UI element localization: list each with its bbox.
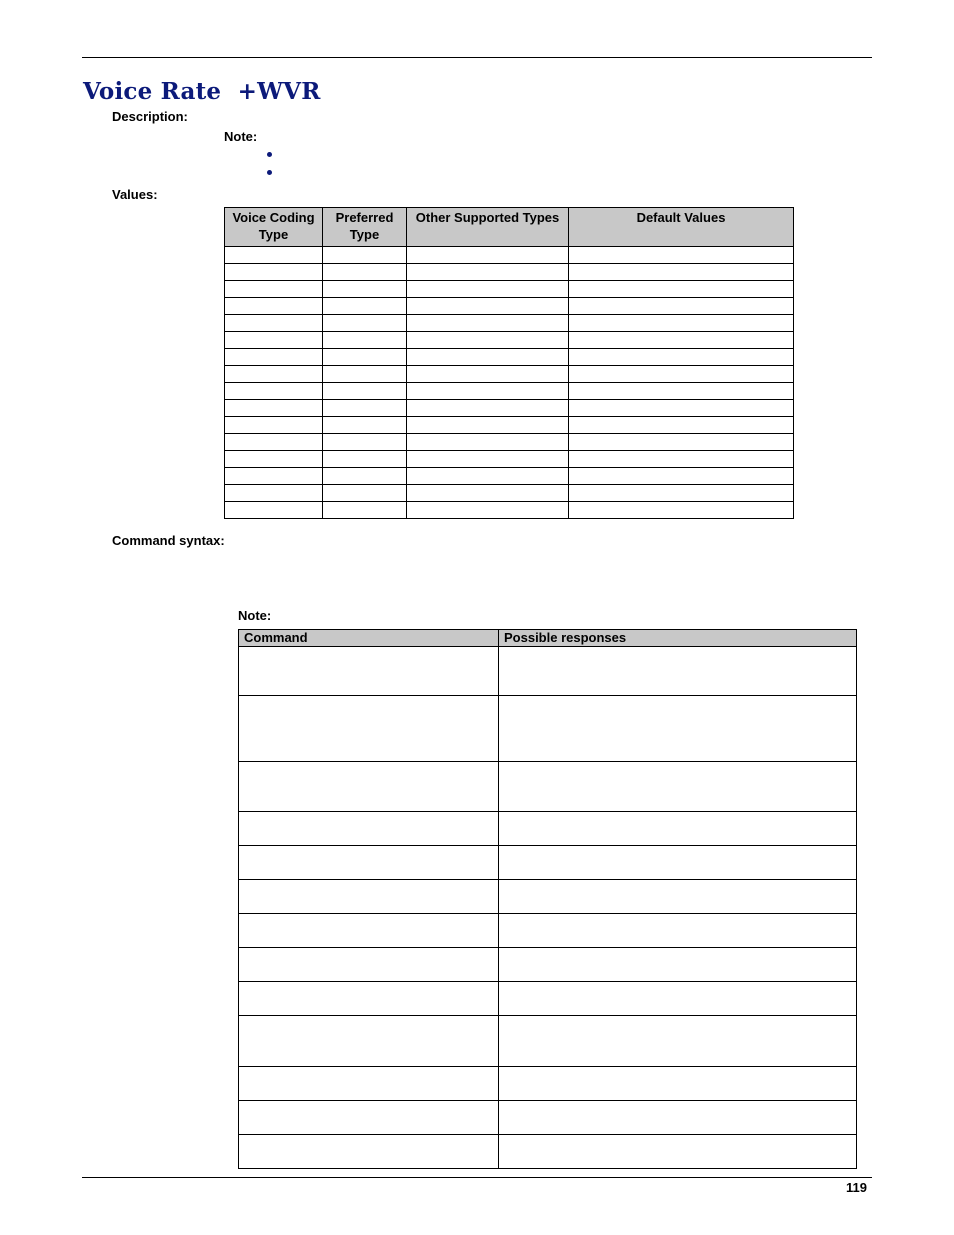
command-cell [239, 696, 499, 762]
table-cell [225, 281, 323, 298]
table-cell [323, 298, 407, 315]
table-row [225, 383, 794, 400]
response-cell [499, 647, 857, 696]
table-cell [569, 247, 794, 264]
column-header-preferred-type: Preferred Type [323, 208, 407, 247]
command-table-header-row [239, 630, 857, 647]
table-row [239, 696, 857, 762]
table-cell [225, 349, 323, 366]
command-table [238, 629, 857, 1169]
response-cell [499, 1016, 857, 1067]
table-cell [569, 298, 794, 315]
table-cell [407, 281, 569, 298]
response-cell [499, 880, 857, 914]
column-header-default-values: Default Values [569, 208, 794, 247]
table-cell [407, 383, 569, 400]
table-cell [407, 366, 569, 383]
table-cell [569, 468, 794, 485]
table-cell [407, 400, 569, 417]
table-cell [407, 485, 569, 502]
response-cell [499, 762, 857, 812]
command-syntax-label: Command syntax: [112, 533, 225, 548]
command-cell [239, 762, 499, 812]
response-cell [499, 982, 857, 1016]
table-cell [323, 281, 407, 298]
table-row [239, 914, 857, 948]
table-cell [323, 502, 407, 519]
table-cell [569, 485, 794, 502]
table-cell [569, 417, 794, 434]
table-row [239, 1101, 857, 1135]
table-cell [323, 315, 407, 332]
table-row [239, 948, 857, 982]
table-row [225, 281, 794, 298]
header-rule [82, 57, 872, 58]
command-cell [239, 1016, 499, 1067]
column-header-voice-coding-type: Voice Coding Type [225, 208, 323, 247]
table-row [239, 762, 857, 812]
note-label-2: Note: [238, 608, 272, 623]
table-cell [225, 366, 323, 383]
command-cell [239, 1135, 499, 1169]
table-cell [407, 417, 569, 434]
table-cell [323, 349, 407, 366]
page-title: Voice Rate +WVR [83, 78, 321, 105]
table-cell [323, 366, 407, 383]
command-cell [239, 914, 499, 948]
table-cell [407, 298, 569, 315]
table-row [225, 451, 794, 468]
table-cell [225, 383, 323, 400]
response-cell [499, 812, 857, 846]
table-cell [225, 434, 323, 451]
table-row [225, 434, 794, 451]
values-table [224, 207, 794, 519]
table-cell [569, 502, 794, 519]
table-row [225, 485, 794, 502]
table-cell [407, 332, 569, 349]
table-cell [407, 434, 569, 451]
table-cell [225, 298, 323, 315]
table-cell [569, 366, 794, 383]
values-label: Values: [112, 187, 158, 202]
table-cell [323, 247, 407, 264]
table-row [239, 1016, 857, 1067]
table-cell [225, 247, 323, 264]
table-row [225, 417, 794, 434]
table-cell [569, 281, 794, 298]
table-cell [225, 264, 323, 281]
response-cell [499, 1135, 857, 1169]
table-cell [225, 315, 323, 332]
table-cell [569, 264, 794, 281]
table-cell [407, 468, 569, 485]
table-cell [225, 485, 323, 502]
note-label: Note: [224, 129, 258, 144]
response-cell [499, 696, 857, 762]
page-number: 119 [846, 1180, 867, 1195]
table-cell [225, 502, 323, 519]
table-cell [323, 485, 407, 502]
response-cell [499, 948, 857, 982]
table-cell [225, 468, 323, 485]
table-row [239, 1067, 857, 1101]
table-cell [323, 468, 407, 485]
table-row [225, 315, 794, 332]
table-cell [407, 264, 569, 281]
table-cell [323, 264, 407, 281]
table-cell [323, 332, 407, 349]
table-cell [569, 315, 794, 332]
table-cell [323, 400, 407, 417]
table-cell [569, 451, 794, 468]
bullet-icon [267, 152, 272, 157]
table-cell [407, 451, 569, 468]
table-cell [225, 400, 323, 417]
table-row [225, 366, 794, 383]
table-cell [569, 332, 794, 349]
table-row [239, 846, 857, 880]
table-cell [407, 315, 569, 332]
command-cell [239, 880, 499, 914]
table-cell [569, 434, 794, 451]
command-cell [239, 1067, 499, 1101]
values-table-header-row [225, 208, 794, 247]
table-cell [225, 417, 323, 434]
column-header-command: Command [239, 630, 499, 647]
table-row [239, 647, 857, 696]
response-cell [499, 846, 857, 880]
table-row [239, 1135, 857, 1169]
command-cell [239, 647, 499, 696]
table-cell [569, 349, 794, 366]
table-cell [323, 417, 407, 434]
table-row [225, 247, 794, 264]
table-row [225, 349, 794, 366]
response-cell [499, 1101, 857, 1135]
command-cell [239, 1101, 499, 1135]
table-row [239, 880, 857, 914]
table-cell [323, 451, 407, 468]
table-row [239, 812, 857, 846]
table-cell [569, 383, 794, 400]
response-cell [499, 914, 857, 948]
footer-rule [82, 1177, 872, 1178]
command-cell [239, 948, 499, 982]
table-row [225, 502, 794, 519]
command-cell [239, 982, 499, 1016]
table-row [225, 400, 794, 417]
table-cell [323, 434, 407, 451]
column-header-possible-responses: Possible responses [499, 630, 857, 647]
table-row [239, 982, 857, 1016]
table-cell [225, 332, 323, 349]
bullet-icon [267, 170, 272, 175]
response-cell [499, 1067, 857, 1101]
command-cell [239, 846, 499, 880]
table-row [225, 332, 794, 349]
table-cell [323, 383, 407, 400]
table-cell [407, 247, 569, 264]
column-header-other-supported-types: Other Supported Types [407, 208, 569, 247]
table-cell [569, 400, 794, 417]
command-cell [239, 812, 499, 846]
table-cell [225, 451, 323, 468]
table-row [225, 468, 794, 485]
table-cell [407, 349, 569, 366]
table-row [225, 298, 794, 315]
table-cell [407, 502, 569, 519]
table-row [225, 264, 794, 281]
description-label: Description: [112, 109, 188, 124]
